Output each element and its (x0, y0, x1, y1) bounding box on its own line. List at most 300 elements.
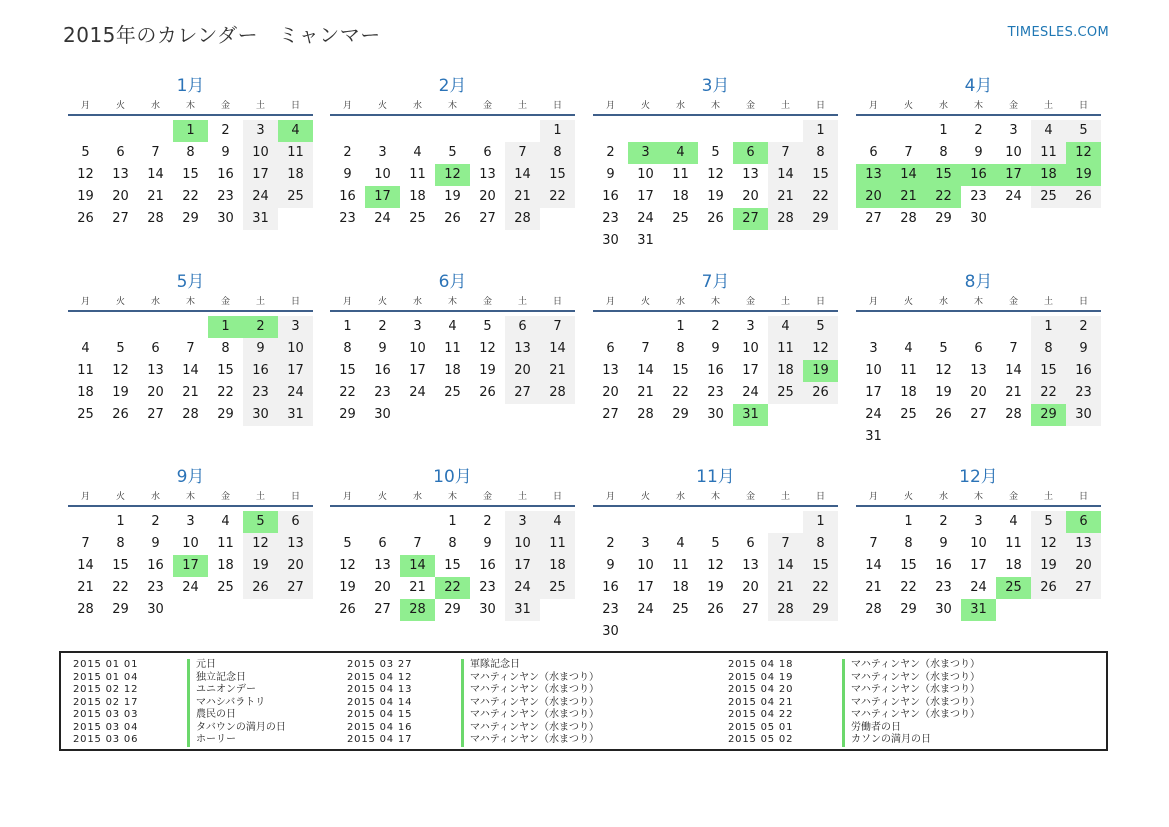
day-cell[interactable]: 3 (278, 316, 313, 338)
day-cell[interactable]: 19 (339, 580, 356, 595)
day-cell[interactable]: 23 (374, 385, 391, 400)
day-cell[interactable]: 12 (707, 167, 724, 182)
day-cell[interactable]: 24 (182, 580, 199, 595)
day-cell[interactable]: 10 (1005, 145, 1022, 160)
day-cell[interactable]: 7 (768, 533, 803, 555)
day-cell[interactable]: 18 (278, 164, 313, 186)
day-cell[interactable]: 20 (742, 189, 759, 204)
day-cell[interactable]: 8 (904, 536, 913, 551)
day-cell[interactable]: 18 (1005, 558, 1022, 573)
day-cell[interactable]: 25 (1031, 186, 1066, 208)
day-cell[interactable]: 27 (479, 211, 496, 226)
holiday-day-cell[interactable]: 17 (996, 164, 1031, 186)
day-cell[interactable]: 2 (974, 123, 983, 138)
day-cell[interactable]: 23 (602, 211, 619, 226)
day-cell[interactable]: 9 (343, 167, 352, 182)
day-cell[interactable]: 5 (448, 145, 457, 160)
day-cell[interactable]: 2 (221, 123, 230, 138)
day-cell[interactable]: 25 (444, 385, 461, 400)
day-cell[interactable]: 26 (112, 407, 129, 422)
day-cell[interactable]: 5 (343, 536, 352, 551)
day-cell[interactable]: 2 (483, 514, 492, 529)
day-cell[interactable]: 11 (409, 167, 426, 182)
day-cell[interactable]: 26 (935, 407, 952, 422)
day-cell[interactable]: 18 (77, 385, 94, 400)
day-cell[interactable]: 31 (278, 404, 313, 426)
day-cell[interactable]: 15 (217, 363, 234, 378)
holiday-day-cell[interactable]: 1 (208, 316, 243, 338)
day-cell[interactable]: 18 (768, 360, 803, 382)
day-cell[interactable]: 25 (768, 382, 803, 404)
holiday-day-cell[interactable]: 17 (365, 186, 400, 208)
day-cell[interactable]: 8 (803, 533, 838, 555)
holiday-day-cell[interactable]: 14 (891, 164, 926, 186)
day-cell[interactable]: 9 (243, 338, 278, 360)
holiday-day-cell[interactable]: 22 (926, 186, 961, 208)
day-cell[interactable]: 29 (803, 599, 838, 621)
day-cell[interactable]: 22 (803, 577, 838, 599)
day-cell[interactable]: 11 (540, 533, 575, 555)
day-cell[interactable]: 10 (742, 341, 759, 356)
day-cell[interactable]: 12 (112, 363, 129, 378)
day-cell[interactable]: 7 (869, 536, 878, 551)
day-cell[interactable]: 15 (1031, 360, 1066, 382)
day-cell[interactable]: 27 (865, 211, 882, 226)
day-cell[interactable]: 12 (479, 341, 496, 356)
holiday-day-cell[interactable]: 4 (278, 120, 313, 142)
day-cell[interactable]: 20 (505, 360, 540, 382)
day-cell[interactable]: 1 (448, 514, 457, 529)
holiday-day-cell[interactable]: 12 (1066, 142, 1101, 164)
day-cell[interactable]: 5 (711, 536, 720, 551)
day-cell[interactable]: 11 (217, 536, 234, 551)
day-cell[interactable]: 12 (1031, 533, 1066, 555)
day-cell[interactable]: 1 (939, 123, 948, 138)
day-cell[interactable]: 19 (479, 363, 496, 378)
day-cell[interactable]: 23 (243, 382, 278, 404)
day-cell[interactable]: 30 (479, 602, 496, 617)
holiday-day-cell[interactable]: 17 (173, 555, 208, 577)
day-cell[interactable]: 3 (378, 145, 387, 160)
day-cell[interactable]: 13 (112, 167, 129, 182)
day-cell[interactable]: 25 (672, 211, 689, 226)
holiday-day-cell[interactable]: 27 (733, 208, 768, 230)
day-cell[interactable]: 24 (409, 385, 426, 400)
day-cell[interactable]: 9 (151, 536, 160, 551)
day-cell[interactable]: 19 (444, 189, 461, 204)
day-cell[interactable]: 17 (637, 580, 654, 595)
day-cell[interactable]: 18 (900, 385, 917, 400)
day-cell[interactable]: 30 (602, 624, 619, 639)
day-cell[interactable]: 5 (116, 341, 125, 356)
day-cell[interactable]: 7 (505, 142, 540, 164)
day-cell[interactable]: 26 (1031, 577, 1066, 599)
day-cell[interactable]: 20 (479, 189, 496, 204)
day-cell[interactable]: 7 (81, 536, 90, 551)
day-cell[interactable]: 4 (221, 514, 230, 529)
day-cell[interactable]: 7 (540, 316, 575, 338)
day-cell[interactable]: 11 (900, 363, 917, 378)
day-cell[interactable]: 10 (409, 341, 426, 356)
day-cell[interactable]: 14 (865, 558, 882, 573)
day-cell[interactable]: 29 (444, 602, 461, 617)
holiday-day-cell[interactable]: 6 (1066, 511, 1101, 533)
day-cell[interactable]: 15 (672, 363, 689, 378)
day-cell[interactable]: 16 (374, 363, 391, 378)
day-cell[interactable]: 11 (1031, 142, 1066, 164)
holiday-day-cell[interactable]: 5 (243, 511, 278, 533)
holiday-day-cell[interactable]: 13 (856, 164, 891, 186)
day-cell[interactable]: 3 (243, 120, 278, 142)
day-cell[interactable]: 11 (768, 338, 803, 360)
day-cell[interactable]: 6 (116, 145, 125, 160)
day-cell[interactable]: 11 (278, 142, 313, 164)
day-cell[interactable]: 1 (676, 319, 685, 334)
day-cell[interactable]: 25 (900, 407, 917, 422)
day-cell[interactable]: 18 (672, 189, 689, 204)
day-cell[interactable]: 24 (637, 211, 654, 226)
day-cell[interactable]: 28 (637, 407, 654, 422)
day-cell[interactable]: 21 (1005, 385, 1022, 400)
day-cell[interactable]: 3 (186, 514, 195, 529)
day-cell[interactable]: 30 (243, 404, 278, 426)
day-cell[interactable]: 21 (182, 385, 199, 400)
holiday-day-cell[interactable]: 19 (803, 360, 838, 382)
holiday-day-cell[interactable]: 15 (926, 164, 961, 186)
day-cell[interactable]: 10 (637, 167, 654, 182)
day-cell[interactable]: 20 (970, 385, 987, 400)
day-cell[interactable]: 26 (707, 602, 724, 617)
day-cell[interactable]: 6 (746, 536, 755, 551)
day-cell[interactable]: 2 (606, 145, 615, 160)
day-cell[interactable]: 29 (217, 407, 234, 422)
day-cell[interactable]: 24 (865, 407, 882, 422)
day-cell[interactable]: 1 (1031, 316, 1066, 338)
day-cell[interactable]: 8 (448, 536, 457, 551)
day-cell[interactable]: 29 (900, 602, 917, 617)
day-cell[interactable]: 25 (217, 580, 234, 595)
day-cell[interactable]: 4 (448, 319, 457, 334)
day-cell[interactable]: 3 (1009, 123, 1018, 138)
day-cell[interactable]: 8 (186, 145, 195, 160)
day-cell[interactable]: 4 (904, 341, 913, 356)
day-cell[interactable]: 14 (768, 555, 803, 577)
day-cell[interactable]: 13 (479, 167, 496, 182)
day-cell[interactable]: 28 (540, 382, 575, 404)
holiday-day-cell[interactable]: 6 (733, 142, 768, 164)
day-cell[interactable]: 7 (1009, 341, 1018, 356)
day-cell[interactable]: 22 (540, 186, 575, 208)
day-cell[interactable]: 19 (112, 385, 129, 400)
day-cell[interactable]: 15 (540, 164, 575, 186)
day-cell[interactable]: 2 (711, 319, 720, 334)
holiday-day-cell[interactable]: 2 (243, 316, 278, 338)
day-cell[interactable]: 15 (182, 167, 199, 182)
day-cell[interactable]: 14 (768, 164, 803, 186)
day-cell[interactable]: 18 (444, 363, 461, 378)
day-cell[interactable]: 4 (768, 316, 803, 338)
day-cell[interactable]: 10 (278, 338, 313, 360)
holiday-day-cell[interactable]: 16 (961, 164, 996, 186)
day-cell[interactable]: 20 (374, 580, 391, 595)
day-cell[interactable]: 9 (606, 167, 615, 182)
day-cell[interactable]: 26 (444, 211, 461, 226)
day-cell[interactable]: 18 (540, 555, 575, 577)
day-cell[interactable]: 12 (243, 533, 278, 555)
day-cell[interactable]: 29 (803, 208, 838, 230)
day-cell[interactable]: 3 (746, 319, 755, 334)
day-cell[interactable]: 14 (147, 167, 164, 182)
day-cell[interactable]: 16 (935, 558, 952, 573)
day-cell[interactable]: 26 (77, 211, 94, 226)
day-cell[interactable]: 6 (974, 341, 983, 356)
day-cell[interactable]: 13 (278, 533, 313, 555)
day-cell[interactable]: 4 (1031, 120, 1066, 142)
day-cell[interactable]: 23 (147, 580, 164, 595)
day-cell[interactable]: 10 (865, 363, 882, 378)
day-cell[interactable]: 3 (974, 514, 983, 529)
day-cell[interactable]: 21 (768, 186, 803, 208)
day-cell[interactable]: 14 (540, 338, 575, 360)
day-cell[interactable]: 29 (339, 407, 356, 422)
day-cell[interactable]: 13 (742, 167, 759, 182)
day-cell[interactable]: 28 (865, 602, 882, 617)
day-cell[interactable]: 25 (77, 407, 94, 422)
day-cell[interactable]: 20 (278, 555, 313, 577)
holiday-day-cell[interactable]: 21 (891, 186, 926, 208)
day-cell[interactable]: 16 (339, 189, 356, 204)
holiday-day-cell[interactable]: 22 (435, 577, 470, 599)
day-cell[interactable]: 15 (803, 555, 838, 577)
day-cell[interactable]: 10 (505, 533, 540, 555)
holiday-day-cell[interactable]: 31 (733, 404, 768, 426)
day-cell[interactable]: 31 (243, 208, 278, 230)
day-cell[interactable]: 15 (112, 558, 129, 573)
day-cell[interactable]: 8 (676, 341, 685, 356)
day-cell[interactable]: 9 (711, 341, 720, 356)
day-cell[interactable]: 17 (243, 164, 278, 186)
day-cell[interactable]: 4 (676, 536, 685, 551)
day-cell[interactable]: 15 (444, 558, 461, 573)
day-cell[interactable]: 8 (343, 341, 352, 356)
day-cell[interactable]: 10 (637, 558, 654, 573)
day-cell[interactable]: 22 (900, 580, 917, 595)
day-cell[interactable]: 11 (672, 558, 689, 573)
day-cell[interactable]: 9 (974, 145, 983, 160)
day-cell[interactable]: 26 (707, 211, 724, 226)
holiday-day-cell[interactable]: 4 (663, 142, 698, 164)
holiday-day-cell[interactable]: 31 (961, 599, 996, 621)
day-cell[interactable]: 21 (865, 580, 882, 595)
day-cell[interactable]: 29 (112, 602, 129, 617)
day-cell[interactable]: 16 (602, 580, 619, 595)
day-cell[interactable]: 1 (540, 120, 575, 142)
day-cell[interactable]: 13 (147, 363, 164, 378)
day-cell[interactable]: 7 (904, 145, 913, 160)
day-cell[interactable]: 1 (803, 120, 838, 142)
day-cell[interactable]: 29 (935, 211, 952, 226)
day-cell[interactable]: 7 (413, 536, 422, 551)
day-cell[interactable]: 19 (1031, 555, 1066, 577)
day-cell[interactable]: 21 (505, 186, 540, 208)
day-cell[interactable]: 22 (1031, 382, 1066, 404)
day-cell[interactable]: 11 (77, 363, 94, 378)
day-cell[interactable]: 1 (803, 511, 838, 533)
day-cell[interactable]: 24 (742, 385, 759, 400)
day-cell[interactable]: 6 (483, 145, 492, 160)
day-cell[interactable]: 3 (505, 511, 540, 533)
day-cell[interactable]: 12 (803, 338, 838, 360)
day-cell[interactable]: 8 (116, 536, 125, 551)
day-cell[interactable]: 21 (637, 385, 654, 400)
day-cell[interactable]: 22 (672, 385, 689, 400)
day-cell[interactable]: 27 (147, 407, 164, 422)
day-cell[interactable]: 27 (970, 407, 987, 422)
day-cell[interactable]: 24 (1005, 189, 1022, 204)
day-cell[interactable]: 14 (77, 558, 94, 573)
day-cell[interactable]: 30 (707, 407, 724, 422)
holiday-day-cell[interactable]: 3 (628, 142, 663, 164)
day-cell[interactable]: 5 (711, 145, 720, 160)
day-cell[interactable]: 7 (768, 142, 803, 164)
day-cell[interactable]: 5 (1031, 511, 1066, 533)
day-cell[interactable]: 30 (1066, 404, 1101, 426)
day-cell[interactable]: 2 (151, 514, 160, 529)
day-cell[interactable]: 9 (378, 341, 387, 356)
day-cell[interactable]: 6 (378, 536, 387, 551)
holiday-day-cell[interactable]: 12 (435, 164, 470, 186)
day-cell[interactable]: 20 (1066, 555, 1101, 577)
day-cell[interactable]: 14 (1005, 363, 1022, 378)
day-cell[interactable]: 25 (540, 577, 575, 599)
day-cell[interactable]: 4 (1009, 514, 1018, 529)
holiday-day-cell[interactable]: 19 (1066, 164, 1101, 186)
day-cell[interactable]: 30 (935, 602, 952, 617)
day-cell[interactable]: 22 (339, 385, 356, 400)
day-cell[interactable]: 9 (1066, 338, 1101, 360)
day-cell[interactable]: 17 (505, 555, 540, 577)
day-cell[interactable]: 26 (243, 577, 278, 599)
day-cell[interactable]: 16 (479, 558, 496, 573)
day-cell[interactable]: 19 (243, 555, 278, 577)
day-cell[interactable]: 31 (637, 233, 654, 248)
day-cell[interactable]: 24 (505, 577, 540, 599)
day-cell[interactable]: 2 (343, 145, 352, 160)
day-cell[interactable]: 8 (221, 341, 230, 356)
day-cell[interactable]: 13 (1066, 533, 1101, 555)
day-cell[interactable]: 16 (707, 363, 724, 378)
day-cell[interactable]: 29 (182, 211, 199, 226)
day-cell[interactable]: 17 (278, 360, 313, 382)
day-cell[interactable]: 23 (479, 580, 496, 595)
day-cell[interactable]: 16 (217, 167, 234, 182)
day-cell[interactable]: 18 (409, 189, 426, 204)
day-cell[interactable]: 31 (865, 429, 882, 444)
day-cell[interactable]: 9 (483, 536, 492, 551)
day-cell[interactable]: 22 (217, 385, 234, 400)
day-cell[interactable]: 13 (742, 558, 759, 573)
day-cell[interactable]: 28 (505, 208, 540, 230)
day-cell[interactable]: 10 (243, 142, 278, 164)
day-cell[interactable]: 22 (803, 186, 838, 208)
day-cell[interactable]: 5 (81, 145, 90, 160)
day-cell[interactable]: 3 (869, 341, 878, 356)
day-cell[interactable]: 19 (707, 189, 724, 204)
day-cell[interactable]: 3 (641, 536, 650, 551)
day-cell[interactable]: 27 (505, 382, 540, 404)
holiday-day-cell[interactable]: 14 (400, 555, 435, 577)
day-cell[interactable]: 24 (637, 602, 654, 617)
day-cell[interactable]: 7 (186, 341, 195, 356)
day-cell[interactable]: 13 (970, 363, 987, 378)
holiday-day-cell[interactable]: 20 (856, 186, 891, 208)
day-cell[interactable]: 26 (803, 382, 838, 404)
day-cell[interactable]: 21 (77, 580, 94, 595)
holiday-day-cell[interactable]: 28 (400, 599, 435, 621)
day-cell[interactable]: 5 (483, 319, 492, 334)
day-cell[interactable]: 10 (182, 536, 199, 551)
day-cell[interactable]: 23 (339, 211, 356, 226)
day-cell[interactable]: 23 (602, 602, 619, 617)
day-cell[interactable]: 24 (278, 382, 313, 404)
day-cell[interactable]: 17 (865, 385, 882, 400)
day-cell[interactable]: 12 (77, 167, 94, 182)
day-cell[interactable]: 12 (339, 558, 356, 573)
day-cell[interactable]: 2 (939, 514, 948, 529)
day-cell[interactable]: 6 (869, 145, 878, 160)
day-cell[interactable]: 21 (147, 189, 164, 204)
day-cell[interactable]: 7 (641, 341, 650, 356)
day-cell[interactable]: 21 (540, 360, 575, 382)
day-cell[interactable]: 27 (1066, 577, 1101, 599)
day-cell[interactable]: 28 (768, 208, 803, 230)
day-cell[interactable]: 20 (602, 385, 619, 400)
day-cell[interactable]: 6 (151, 341, 160, 356)
day-cell[interactable]: 26 (479, 385, 496, 400)
day-cell[interactable]: 25 (672, 602, 689, 617)
day-cell[interactable]: 8 (939, 145, 948, 160)
day-cell[interactable]: 18 (672, 580, 689, 595)
day-cell[interactable]: 23 (707, 385, 724, 400)
day-cell[interactable]: 9 (606, 558, 615, 573)
day-cell[interactable]: 10 (970, 536, 987, 551)
brand-logo-text[interactable]: TIMESLES.COM (1007, 25, 1109, 40)
day-cell[interactable]: 2 (378, 319, 387, 334)
day-cell[interactable]: 26 (1066, 186, 1101, 208)
day-cell[interactable]: 16 (147, 558, 164, 573)
day-cell[interactable]: 9 (221, 145, 230, 160)
day-cell[interactable]: 13 (505, 338, 540, 360)
day-cell[interactable]: 13 (374, 558, 391, 573)
day-cell[interactable]: 17 (742, 363, 759, 378)
day-cell[interactable]: 25 (409, 211, 426, 226)
day-cell[interactable]: 14 (505, 164, 540, 186)
day-cell[interactable]: 19 (77, 189, 94, 204)
day-cell[interactable]: 6 (278, 511, 313, 533)
day-cell[interactable]: 19 (935, 385, 952, 400)
day-cell[interactable]: 16 (1066, 360, 1101, 382)
day-cell[interactable]: 19 (707, 580, 724, 595)
day-cell[interactable]: 22 (112, 580, 129, 595)
day-cell[interactable]: 20 (147, 385, 164, 400)
day-cell[interactable]: 27 (602, 407, 619, 422)
day-cell[interactable]: 14 (637, 363, 654, 378)
day-cell[interactable]: 18 (217, 558, 234, 573)
day-cell[interactable]: 28 (77, 602, 94, 617)
holiday-day-cell[interactable]: 18 (1031, 164, 1066, 186)
day-cell[interactable]: 12 (707, 558, 724, 573)
day-cell[interactable]: 5 (939, 341, 948, 356)
